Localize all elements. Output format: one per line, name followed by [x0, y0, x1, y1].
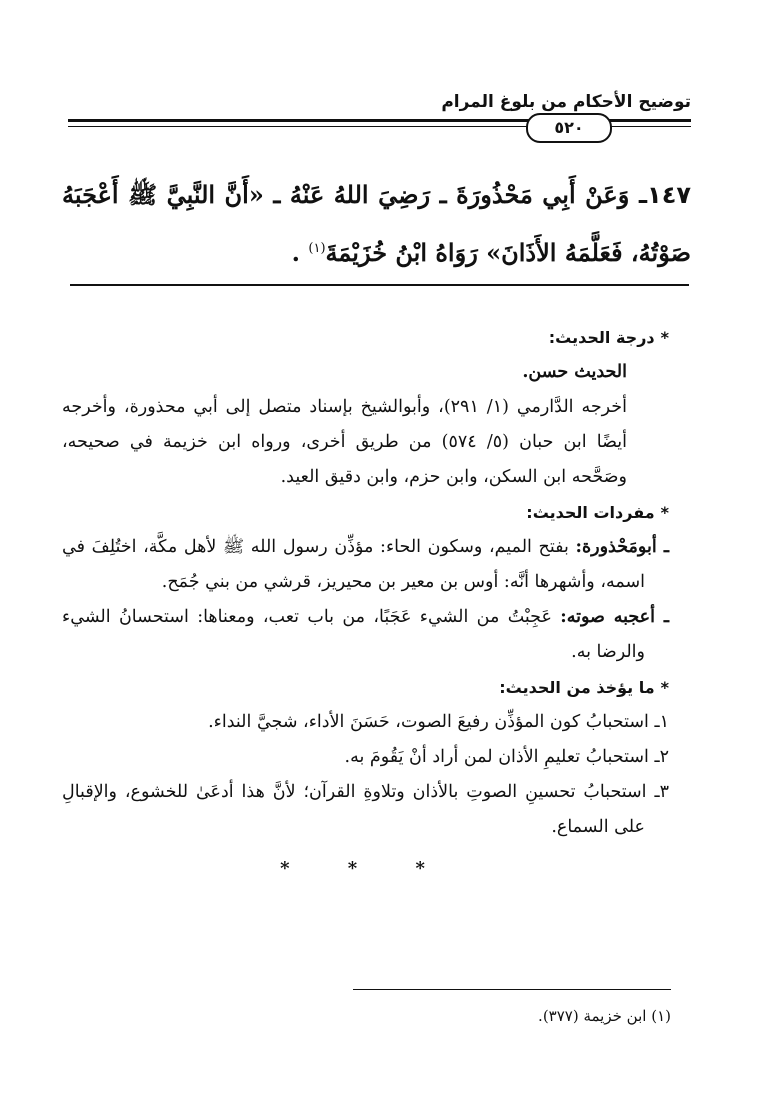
grade-verdict: الحديث حسن. — [522, 362, 627, 382]
footnote-text: ابن خزيمة (٣٧٧). — [538, 1007, 647, 1025]
hadith-divider — [70, 284, 689, 286]
lesson-item: ١ـ استحبابُ كون المؤذِّن رفيعَ الصوت، حَسَنَ الأداء، شجيَّ النداء. — [208, 712, 669, 732]
star-bullet-icon: * — [660, 678, 669, 697]
lesson-item: ٣ـ استحبابُ تحسينِ الصوتِ بالأذان وتلاوةِ القرآن؛ لأنَّ هذا أدعَىٰ للخشوع، والإقبالِ على السماع. — [62, 782, 669, 837]
grade-paragraph: أخرجه الدَّارمي (١/ ٢٩١)، وأبوالشيخ بإسناد متصل إلى أبي محذورة، وأخرجه أيضًا ابن حبان (٥/ ٥٧٤) من طريق أخرى، ورواه ابن خزيمة في صحيحه، وصَحَّحه ابن السكن، وابن حزم، وابن دقيق العيد. — [62, 397, 627, 487]
vocab-term: ـ أبومَحْذورة: — [575, 537, 669, 557]
star-bullet-icon: * — [660, 328, 669, 347]
footnote-rule — [353, 989, 671, 990]
footnote-reference[interactable]: (١) — [308, 241, 326, 256]
page-number: ٥٢٠ — [526, 113, 612, 143]
hadith-text: وَعَنْ أَبِي مَحْذُورَةَ ـ رَضِيَ اللهُ عَنْهُ ـ «أَنَّ النَّبِيَّ ﷺ أَعْجَبَهُ صَوْتُهُ، فَعَلَّمَهُ الأَذَانَ» رَوَاهُ ابْنُ خُزَيْمَةَ — [62, 180, 691, 267]
hadith-text-block — [62, 168, 691, 280]
section-divider-stars: * * * — [280, 858, 451, 879]
vocab-term: ـ أعجبه صوته: — [560, 607, 669, 627]
vocab-item — [62, 530, 669, 600]
section-heading-vocab: *مفردات الحديث: — [62, 495, 669, 530]
running-title: توضيح الأحكام من بلوغ المرام — [441, 92, 691, 112]
footnote-marker: (١) — [651, 1007, 671, 1025]
footnote — [538, 1007, 671, 1025]
hadith-number: ١٤٧ـ — [638, 181, 691, 209]
vocab-definition: بفتح الميم، وسكون الحاء: مؤذِّن رسول الله ﷺ لأهل مكَّة، اختُلِفَ في اسمه، وأشهرها أنَّه: أوس بن معير بن محيريز، قرشي من بني جُمَح. — [62, 537, 645, 592]
vocab-item — [62, 600, 669, 670]
hadith-end: . — [291, 238, 301, 267]
commentary-body — [62, 320, 669, 886]
lesson-item: ٢ـ استحبابُ تعليمِ الأذان لمن أراد أنْ يَقُومَ به. — [344, 747, 669, 767]
star-bullet-icon: * — [660, 503, 669, 522]
vocab-definition: عَجِبْتُ من الشيء عَجَبًا، من باب تعب، ومعناها: استحسانُ الشيء والرضا به. — [62, 607, 645, 662]
section-heading-lessons: *ما يؤخذ من الحديث: — [62, 670, 669, 705]
section-heading-grade: *درجة الحديث: — [62, 320, 669, 355]
